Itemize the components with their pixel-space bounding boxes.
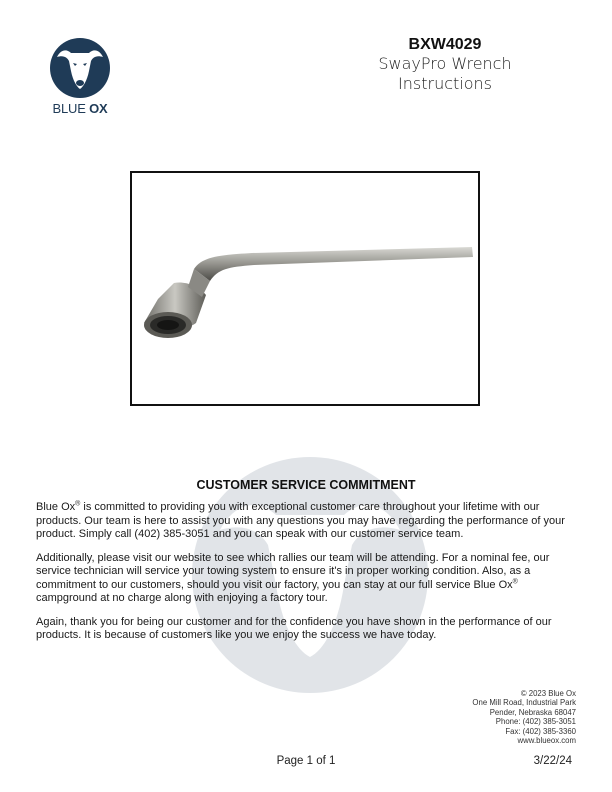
paragraph: Again, thank you for being our customer and for the confidence you have shown in the performance of our products. It is because of customers like you we enjoy the success we have today. (36, 615, 552, 641)
contact-info (376, 689, 576, 745)
model-number: BXW4029 (408, 36, 482, 53)
website-link[interactable]: www.blueox.com (517, 736, 576, 746)
copyright: © 2023 Blue Ox (520, 689, 576, 698)
address-line: One Mill Road, Industrial Park (472, 698, 576, 708)
blue-ox-logo (44, 37, 116, 116)
brand-text: BLUE OX (52, 101, 108, 116)
logo-wordmark (44, 101, 116, 116)
customer-service-body (36, 501, 581, 653)
document-date: 3/22/24 (533, 755, 572, 767)
ox-head-icon (47, 37, 113, 99)
paragraph: Additionally, please visit our website to see which rallies our team will be attending. For a nominal fee, our service technician will service your towing system to ensure it's in proper working condition. Also, as a commitment to our customers, should you visit our factory, you can stay at our full service Blue Ox® campground at no charge along with enjoying a factory tour. (36, 551, 550, 604)
page-number: Page 1 of 1 (276, 755, 336, 767)
wrench-photo (132, 173, 478, 404)
phone: Phone: (402) 385-3051 (495, 717, 576, 727)
paragraph: Blue Ox® is committed to providing you with exceptional customer care throughout your lifetime with our products. Our team is here to assist you with any questions you may have regarding the performance of your product. Simply call (402) 385-3051 and you can speak with our customer service team. (36, 500, 565, 540)
address-line: Pender, Nebraska 68047 (489, 707, 576, 717)
fax: Fax: (402) 385-3360 (505, 726, 576, 736)
product-photo (130, 171, 480, 406)
title-block (350, 36, 540, 94)
doc-type: Instructions (398, 74, 492, 93)
product-name: SwayPro Wrench (378, 54, 512, 73)
section-heading: CUSTOMER SERVICE COMMITMENT (196, 478, 416, 492)
